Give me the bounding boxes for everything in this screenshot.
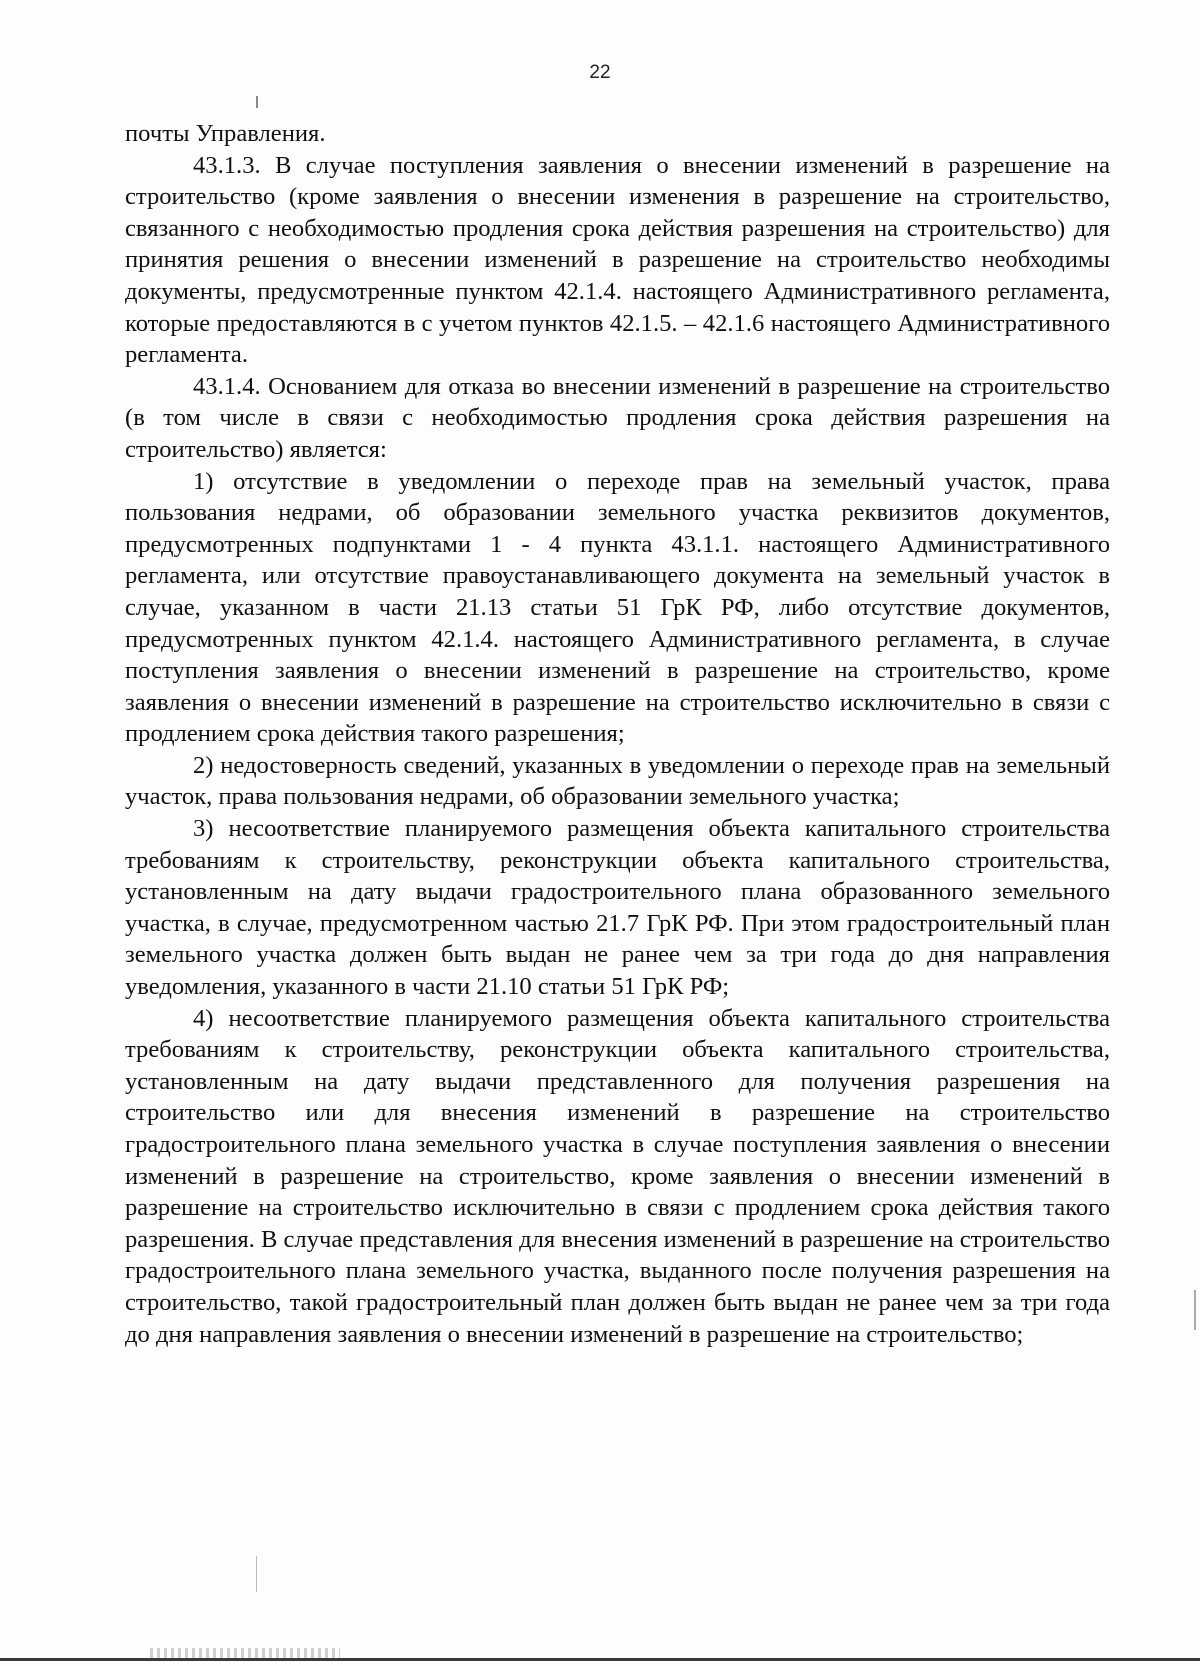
- document-body: [125, 118, 1110, 1350]
- page-number: 22: [589, 62, 611, 83]
- list-item-3: 3) несоответствие планируемого размещения объекта капитального строительства требованиям к строительству, реконструкции объекта капитального строительства, установленным на дату выдачи градостроительного плана образованного земельного участка, в случае, предусмотренном частью 21.7 ГрК РФ. При этом градостроительный план земельного участка должен быть выдан не ранее чем за три года до дня направления уведомления, указанного в части 21.10 статьи 51 ГрК РФ;: [125, 815, 1110, 1001]
- scan-smudge: [150, 1648, 340, 1658]
- list-item-4: 4) несоответствие планируемого размещения объекта капитального строительства требованиям к строительству, реконструкции объекта капитального строительства, установленным на дату выдачи представленного для получения разрешения на строительство или для внесения изменений в разрешение на строительство градостроительного плана земельного участка в случае поступления заявления о внесении изменений в разрешение на строительство, кроме заявления о внесении изменений в разрешение на строительство исключительно в связи с продлением срока действия такого разрешения. В случае представления для внесения изменений в разрешение на строительство градостроительного плана земельного участка, выданного после получения разрешения на строительство, такой градостроительный план должен быть выдан не ранее чем за три года до дня направления заявления о внесении изменений в разрешение на строительство;: [125, 1004, 1110, 1348]
- paragraph-continuation: почты Управления.: [125, 120, 326, 147]
- scan-edge-line: [0, 1658, 1200, 1661]
- scan-speck: [256, 1556, 257, 1592]
- scan-speck: [1194, 1290, 1196, 1330]
- scan-speck: [256, 96, 258, 108]
- paragraph-43-1-3: 43.1.3. В случае поступления заявления о внесении изменений в разрешение на строительство (кроме заявления о внесении изменения в разрешение на строительство, связанного с необходимостью продления срока действия разрешения на строительство) для принятия решения о внесении изменений в разрешение на строительство необходимы документы, предусмотренные пунктом 42.1.4. настоящего Административного регламента, которые предоставляются в с учетом пунктов 42.1.5. – 42.1.6 настоящего Административного регламента.: [125, 151, 1110, 369]
- list-item-1: 1) отсутствие в уведомлении о переходе прав на земельный участок, права пользования недрами, об образовании земельного участка реквизитов документов, предусмотренных подпунктами 1 - 4 пункта 43.1.1. настоящего Административного регламента, или отсутствие правоустанавливающего документа на земельный участок в случае, указанном в части 21.13 статьи 51 ГрК РФ, либо отсутствие документов, предусмотренных пунктом 42.1.4. настоящего Административного регламента, в случае поступления заявления о внесении изменений в разрешение на строительство, кроме заявления о внесении изменений в разрешение на строительство исключительно в связи с продлением срока действия такого разрешения;: [125, 467, 1110, 748]
- paragraph-43-1-4: 43.1.4. Основанием для отказа во внесении изменений в разрешение на строительство (в том числе в связи с необходимостью продления срока действия разрешения на строительство) является:: [125, 372, 1110, 463]
- list-item-2: 2) недостоверность сведений, указанных в уведомлении о переходе прав на земельный участок, права пользования недрами, об образовании земельного участка;: [125, 751, 1110, 811]
